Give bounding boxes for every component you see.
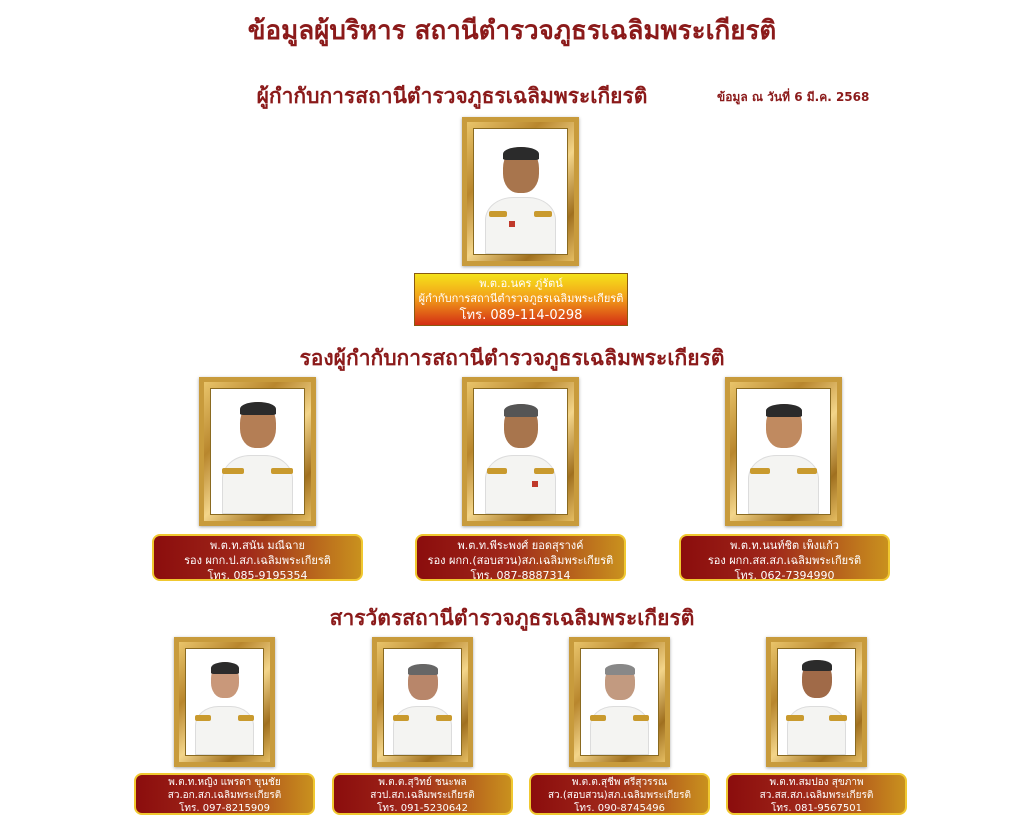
superintendent-portrait (474, 129, 567, 254)
superintendent-position: ผู้กำกับการสถานีตำรวจภูธรเฉลิมพระเกียรติ (418, 291, 624, 305)
superintendent-phone: โทร. 089-114-0298 (459, 307, 583, 323)
inspector-position-3: สว.(สอบสวน)สภ.เฉลิมพระเกียรติ (547, 790, 692, 801)
inspector-portrait-1 (186, 649, 263, 755)
inspector-nametag-1 (134, 773, 315, 815)
inspector-name-2: พ.ต.ต.สุวิทย์ ชนะพล (378, 777, 467, 788)
inspector-portrait-2 (384, 649, 461, 755)
superintendent-photo-frame (462, 117, 579, 266)
deputy-position-1: รอง ผกก.ป.สภ.เฉลิมพระเกียรติ (184, 553, 331, 567)
inspector-phone-4: โทร. 081-9567501 (771, 803, 862, 814)
inspector-photo-frame-1 (174, 637, 275, 767)
deputy-phone-1: โทร. 085-9195354 (207, 568, 308, 582)
inspector-phone-2: โทร. 091-5230642 (377, 803, 468, 814)
deputy-phone-3: โทร. 062-7394990 (734, 568, 835, 582)
deputy-portrait-3 (737, 389, 830, 514)
inspector-name-4: พ.ต.ท.สมปอง สุขภาพ (769, 777, 864, 788)
inspector-nametag-4 (726, 773, 907, 815)
inspector-portrait-3 (581, 649, 658, 755)
deputy-name-1: พ.ต.ท.สนั่น มณีฉาย (210, 539, 305, 552)
deputy-portrait-2 (474, 389, 567, 514)
inspector-photo-frame-3 (569, 637, 670, 767)
deputy-nametag-1 (152, 534, 363, 581)
inspector-name-1: พ.ต.ท.หญิง แพรดา ขุนชัย (168, 777, 281, 788)
inspector-phone-1: โทร. 097-8215909 (179, 803, 270, 814)
superintendent-name: พ.ต.อ.นคร ภู่รัตน์ (479, 277, 563, 290)
deputy-name-3: พ.ต.ท.นนท์ชิต เพ็งแก้ว (730, 539, 839, 552)
deputy-portrait-1 (211, 389, 304, 514)
superintendent-section-title: ผู้กำกับการสถานีตำรวจภูธรเฉลิมพระเกียรติ (256, 84, 648, 108)
deputy-section-title: รองผู้กำกับการสถานีตำรวจภูธรเฉลิมพระเกียรติ (299, 346, 725, 370)
deputy-name-2: พ.ต.ท.พีระพงศ์ ยอดสุรางค์ (457, 539, 584, 552)
deputy-nametag-2 (415, 534, 626, 581)
inspector-nametag-3 (529, 773, 710, 815)
inspector-portrait-4 (778, 649, 855, 755)
inspector-photo-frame-4 (766, 637, 867, 767)
inspector-name-3: พ.ต.ต.สุชีพ ศรีสุวรรณ (571, 777, 668, 788)
inspector-position-2: สวป.สภ.เฉลิมพระเกียรติ (370, 790, 475, 801)
deputy-position-2: รอง ผกก.(สอบสวน)สภ.เฉลิมพระเกียรติ (427, 553, 614, 567)
inspector-section-title: สารวัตรสถานีตำรวจภูธรเฉลิมพระเกียรติ (329, 606, 695, 630)
deputy-photo-frame-2 (462, 377, 579, 526)
deputy-photo-frame-3 (725, 377, 842, 526)
deputy-nametag-3 (679, 534, 890, 581)
deputy-phone-2: โทร. 087-8887314 (470, 568, 571, 582)
deputy-position-3: รอง ผกก.สส.สภ.เฉลิมพระเกียรติ (707, 553, 862, 567)
inspector-position-4: สว.สส.สภ.เฉลิมพระเกียรติ (759, 790, 874, 801)
inspector-phone-3: โทร. 090-8745496 (574, 803, 665, 814)
date-note: ข้อมูล ณ วันที่ 6 มี.ค. 2568 (717, 90, 870, 104)
deputy-photo-frame-1 (199, 377, 316, 526)
inspector-photo-frame-2 (372, 637, 473, 767)
inspector-position-1: สว.อก.สภ.เฉลิมพระเกียรติ (167, 790, 282, 801)
inspector-nametag-2 (332, 773, 513, 815)
page-title: ข้อมูลผู้บริหาร สถานีตำรวจภูธรเฉลิมพระเกียรติ (247, 16, 777, 46)
superintendent-nametag (414, 273, 628, 326)
